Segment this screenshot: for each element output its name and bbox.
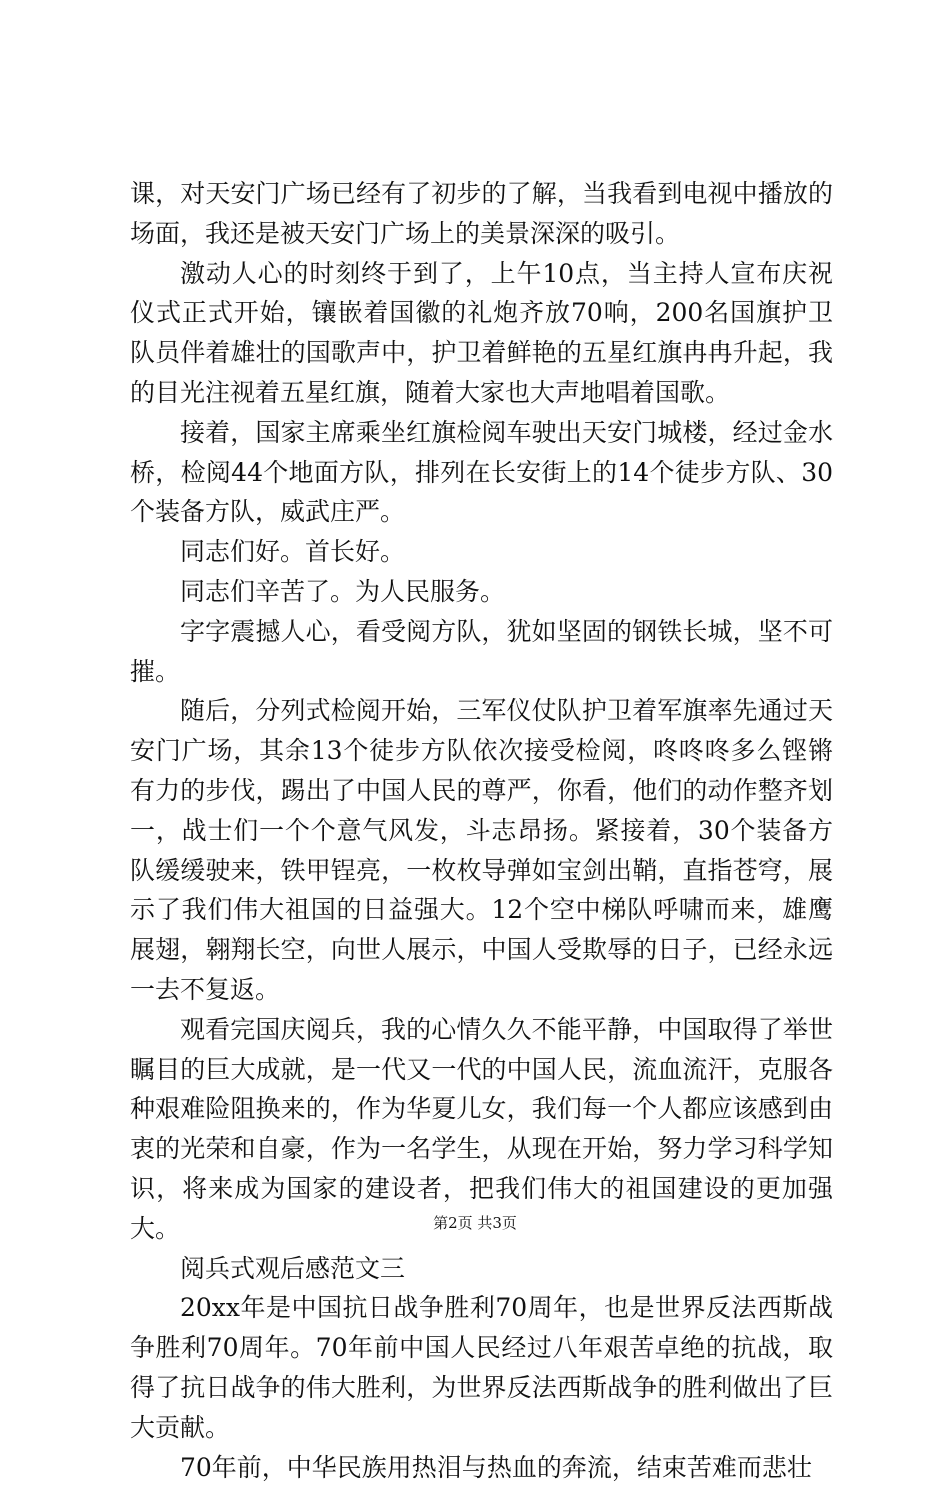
paragraph-7: 随后，分列式检阅开始，三军仪仗队护卫着军旗率先通过天安门广场，其余13个徒步方队依次接受检阅，咚咚咚多么铿锵有力的步伐，踢出了中国人民的尊严，你看，他们的动作整齐划一，战士们一个个意气风发，斗志昂扬。紧接着，30个装备方队缓缓驶来，铁甲锃亮，一枚枚导弹如宝剑出鞘，直指苍穹，展示了我们伟大祖国的日益强大。12个空中梯队呼啸而来，雄鹰展翅，翱翔长空，向世人展示，中国人受欺辱的日子，已经永远一去不复返。 — [130, 691, 833, 1009]
paragraph-4: 同志们好。首长好。 — [130, 532, 833, 572]
paragraph-2: 激动人心的时刻终于到了，上午10点，当主持人宣布庆祝仪式正式开始，镶嵌着国徽的礼炮齐放70响，200名国旗护卫队员伴着雄壮的国歌声中，护卫着鲜艳的五星红旗冉冉升起，我的目光注视着五星红旗，随着大家也大声地唱着国歌。 — [130, 254, 833, 413]
paragraph-9: 20xx年是中国抗日战争胜利70周年，也是世界反法西斯战争胜利70周年。70年前中国人民经过八年艰苦卓绝的抗战，取得了抗日战争的伟大胜利，为世界反法西斯战争的胜利做出了巨大贡献。 — [130, 1288, 833, 1447]
paragraph-8: 观看完国庆阅兵，我的心情久久不能平静，中国取得了举世瞩目的巨大成就，是一代又一代的中国人民，流血流汗，克服各种艰难险阻换来的，作为华夏儿女，我们每一个人都应该感到由衷的光荣和自豪，作为一名学生，从现在开始，努力学习科学知识，将来成为国家的建设者，把我们伟大的祖国建设的更加强大。 — [130, 1010, 833, 1249]
section-heading: 阅兵式观后感范文三 — [130, 1249, 833, 1289]
paragraph-10: 70年前，中华民族用热泪与热血的奔流，结束苦难而悲壮 — [130, 1448, 833, 1487]
document-body — [130, 174, 833, 1487]
paragraph-3: 接着，国家主席乘坐红旗检阅车驶出天安门城楼，经过金水桥，检阅44个地面方队，排列在长安街上的14个徒步方队、30个装备方队，威武庄严。 — [130, 413, 833, 532]
paragraph-5: 同志们辛苦了。为人民服务。 — [130, 572, 833, 612]
page-footer: 第2页 共3页 — [0, 1213, 950, 1233]
paragraph-6: 字字震撼人心，看受阅方队，犹如坚固的钢铁长城，坚不可摧。 — [130, 612, 833, 692]
paragraph-1: 课，对天安门广场已经有了初步的了解，当我看到电视中播放的场面，我还是被天安门广场上的美景深深的吸引。 — [130, 174, 833, 254]
